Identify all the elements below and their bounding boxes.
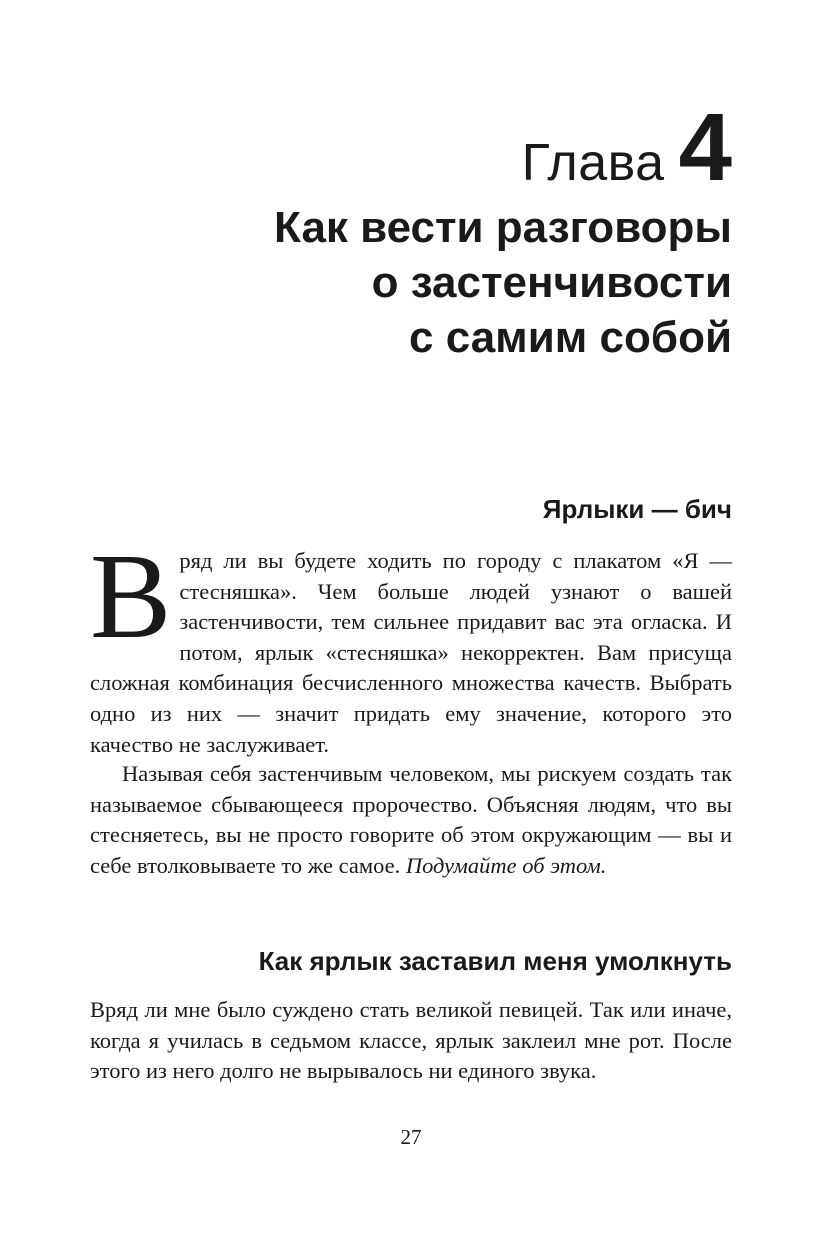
chapter-title — [90, 200, 732, 365]
page-number: 27 — [400, 1125, 422, 1149]
chapter-word: Глава — [521, 134, 665, 192]
chapter-title-line: с самим собой — [409, 313, 732, 362]
paragraph — [90, 995, 732, 1087]
paragraph — [90, 529, 732, 760]
chapter-title-line: Как вести разговоры — [274, 203, 732, 252]
paragraph-text: ряд ли вы будете ходить по городу с плакатом «Я — стесняшка». Чем больше людей узнают о вашей застенчивости, тем сильнее придавит вас эта огласка. И потом, ярлык «стесняшка» некорректен. Вам присуща сложная комбинация бесчисленного множества качеств. Выбрать одно из них — значит придать ему значение, которого это качество не заслуживает. — [90, 548, 732, 757]
chapter-label — [521, 94, 732, 201]
chapter-number: 4 — [678, 94, 732, 201]
paragraph-text: Вряд ли мне было суждено стать великой певицей. Так или иначе, когда я училась в седьмом классе, ярлык заклеил мне рот. После этого из него долго не вырывалось ни единого звука. — [90, 997, 732, 1084]
paragraph-text: Называя себя застенчивым человеком, мы рискуем создать так называемое сбывающееся пророчество. Объясняя людям, что вы стесняетесь, вы не просто говорите об этом окружающим — вы и себе втолковываете то же самое. — [90, 761, 732, 878]
drop-cap: В — [90, 529, 172, 664]
book-page — [90, 0, 732, 1240]
chapter-title-line: о застенчивости — [371, 258, 732, 307]
section-heading-silence: Как ярлык заставил меня умолкнуть — [258, 946, 732, 976]
paragraph — [90, 759, 732, 881]
section-heading-labels: Ярлыки — бич — [542, 494, 732, 524]
paragraph-emphasis: Подумайте об этом. — [405, 852, 607, 878]
